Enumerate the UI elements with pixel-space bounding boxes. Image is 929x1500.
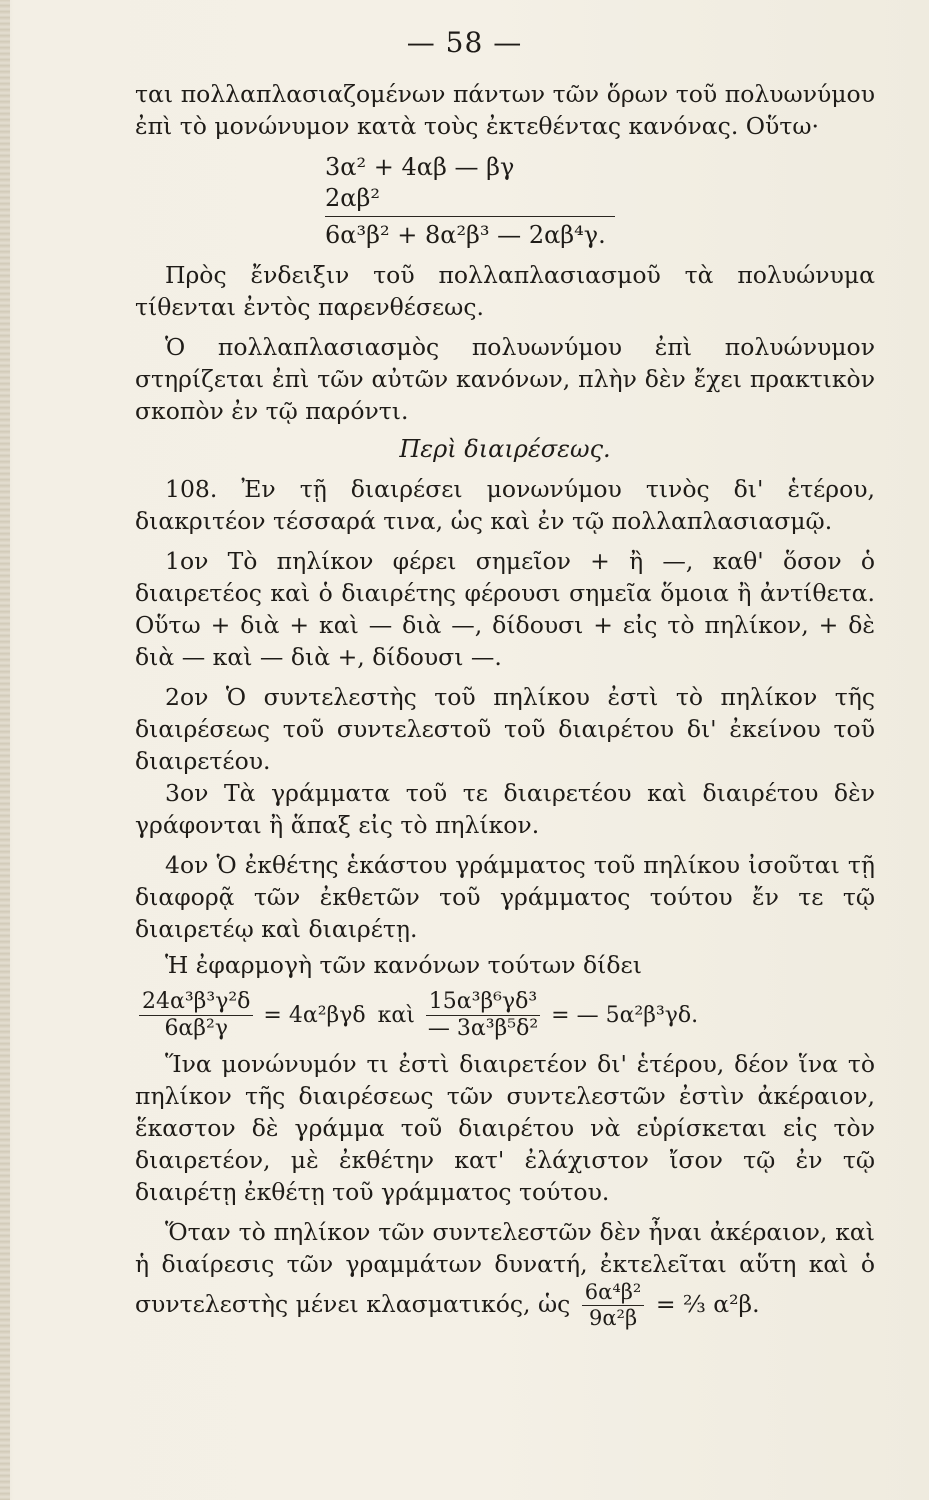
fraction-2: [425, 989, 541, 1042]
paragraph-intro: ται πολλαπλασιαζομένων πάντων τῶν ὅρων τοῦ πολυωνύμου ἐπὶ τὸ μονώνυμον κατὰ τοὺς ἐκτεθέντας κανόνας. Οὕτω·: [135, 80, 875, 140]
multiplication-result: 6α³β² + 8α²β³ — 2αβ⁴γ.: [325, 221, 606, 249]
section-number: 108.: [165, 475, 218, 503]
page-body: [135, 78, 875, 1331]
fraction-2-numerator: 15α³β⁶γδ³: [426, 989, 540, 1016]
page-edge: [0, 0, 10, 1500]
rule-1-text: Τὸ πηλίκον φέρει σημεῖον + ἢ —, καθ' ὅσον ὁ διαιρετέος καὶ ὁ διαιρέτης φέρουσι σημεῖα ὅμοια ἢ ἀντίθετα. Οὕτω + διὰ + καὶ — διὰ —, δίδουσι + εἰς τὸ πηλίκον, + δὲ διὰ — καὶ — διὰ +, δίδουσι —.: [135, 547, 875, 671]
rule-2: [135, 681, 875, 777]
page-number: — 58 —: [406, 26, 523, 59]
rule-1-number: 1ον: [165, 547, 209, 575]
fraction-1: [139, 989, 253, 1042]
rule-4-text: Ὁ ἐκθέτης ἑκάστου γράμματος τοῦ πηλίκου ἰσοῦται τῇ διαφορᾷ τῶν ἐκθετῶν τοῦ γράμματος τούτου ἔν τε τῷ διαιρετέῳ καὶ διαιρέτῃ.: [135, 851, 875, 943]
rule-1: [135, 545, 875, 673]
conjunction: καὶ: [377, 1002, 415, 1028]
fraction-2-result: = — 5α²β³γδ.: [551, 1002, 699, 1028]
fraction-1-numerator: 24α³β³γ²δ: [139, 989, 253, 1016]
section-heading: Περὶ διαιρέσεως.: [399, 435, 611, 463]
paragraph-fractional: [135, 1216, 875, 1331]
paragraph-108: [135, 473, 875, 537]
paragraph-polynomial: Ὁ πολλαπλασιασμὸς πολυωνύμου ἐπὶ πολυώνυμον στηρίζεται ἐπὶ τῶν αὐτῶν κανόνων, πλὴν δὲν ἔχει πρακτικὸν σκοπὸν ἐν τῷ παρόντι.: [135, 333, 875, 425]
rule-4: [135, 849, 875, 945]
rule-2-text: Ὁ συντελεστὴς τοῦ πηλίκου ἐστὶ τὸ πηλίκον τῆς διαιρέσεως τοῦ συντελεστοῦ τοῦ διαιρέτου δι' ἐκείνου τοῦ διαιρετέου.: [135, 683, 875, 775]
multiplication-example: [325, 152, 615, 251]
fraction-3: [582, 1280, 645, 1331]
division-example-1: [135, 989, 875, 1042]
fraction-3-numerator: 6α⁴β²: [582, 1280, 645, 1306]
multiplication-rule-line: [325, 216, 615, 217]
paragraph-108-text: Ἐν τῇ διαιρέσει μονωνύμου τινὸς δι' ἑτέρου, διακριτέον τέσσαρά τινα, ὡς καὶ ἐν τῷ πολλαπλασιασμῷ.: [135, 475, 875, 535]
fraction-2-denominator: — 3α³β⁵δ²: [427, 1016, 539, 1041]
fraction-3-denominator: 9α²β: [589, 1306, 638, 1330]
paragraph-fractional-text: Ὅταν τὸ πηλίκον τῶν συντελεστῶν δὲν ἦναι ἀκέραιον, καὶ ἡ διαίρεσις τῶν γραμμάτων δυνατή, ἐκτελεῖται αὕτη καὶ ὁ συντελεστὴς μένει κλασματικός, ὡς: [135, 1218, 875, 1318]
rule-3: [135, 777, 875, 841]
paragraph-parentheses: Πρὸς ἔνδειξιν τοῦ πολλαπλασιασμοῦ τὰ πολυώνυμα τίθενται ἐντὸς παρενθέσεως.: [135, 261, 875, 321]
rule-3-number: 3ον: [165, 779, 209, 807]
paragraph-integer-condition: Ἵνα μονώνυμόν τι ἐστὶ διαιρετέον δι' ἑτέρου, δέον ἵνα τὸ πηλίκον τῆς διαιρέσεως τῶν συντελεστῶν ἐστὶν ἀκέραιον, ἕκαστον δὲ γράμμα τοῦ διαιρέτου νὰ εὑρίσκεται εἰς τὸν διαιρετέον, μὲ ἐκθέτην κατ' ἐλάχιστον ἴσον τῷ ἐν τῷ διαιρέτῃ ἐκθέτῃ τοῦ γράμματος τούτου.: [135, 1050, 875, 1206]
fraction-1-result: = 4α²βγδ: [263, 1002, 366, 1028]
rule-3-text: Τὰ γράμματα τοῦ τε διαιρετέου καὶ διαιρέτου δὲν γράφονται ἢ ἅπαξ εἰς τὸ πηλίκον.: [135, 779, 875, 839]
paragraph-application: Ἡ ἐφαρμογὴ τῶν κανόνων τούτων δίδει: [165, 951, 642, 979]
rule-4-number: 4ον: [165, 851, 209, 879]
rule-2-number: 2ον: [165, 683, 209, 711]
multiplier: 2αβ²: [325, 184, 380, 212]
multiplicand: 3α² + 4αβ — βγ: [325, 153, 515, 181]
fraction-1-denominator: 6αβ²γ: [164, 1016, 228, 1041]
fraction-3-result: = ⅔ α²β.: [655, 1290, 760, 1318]
